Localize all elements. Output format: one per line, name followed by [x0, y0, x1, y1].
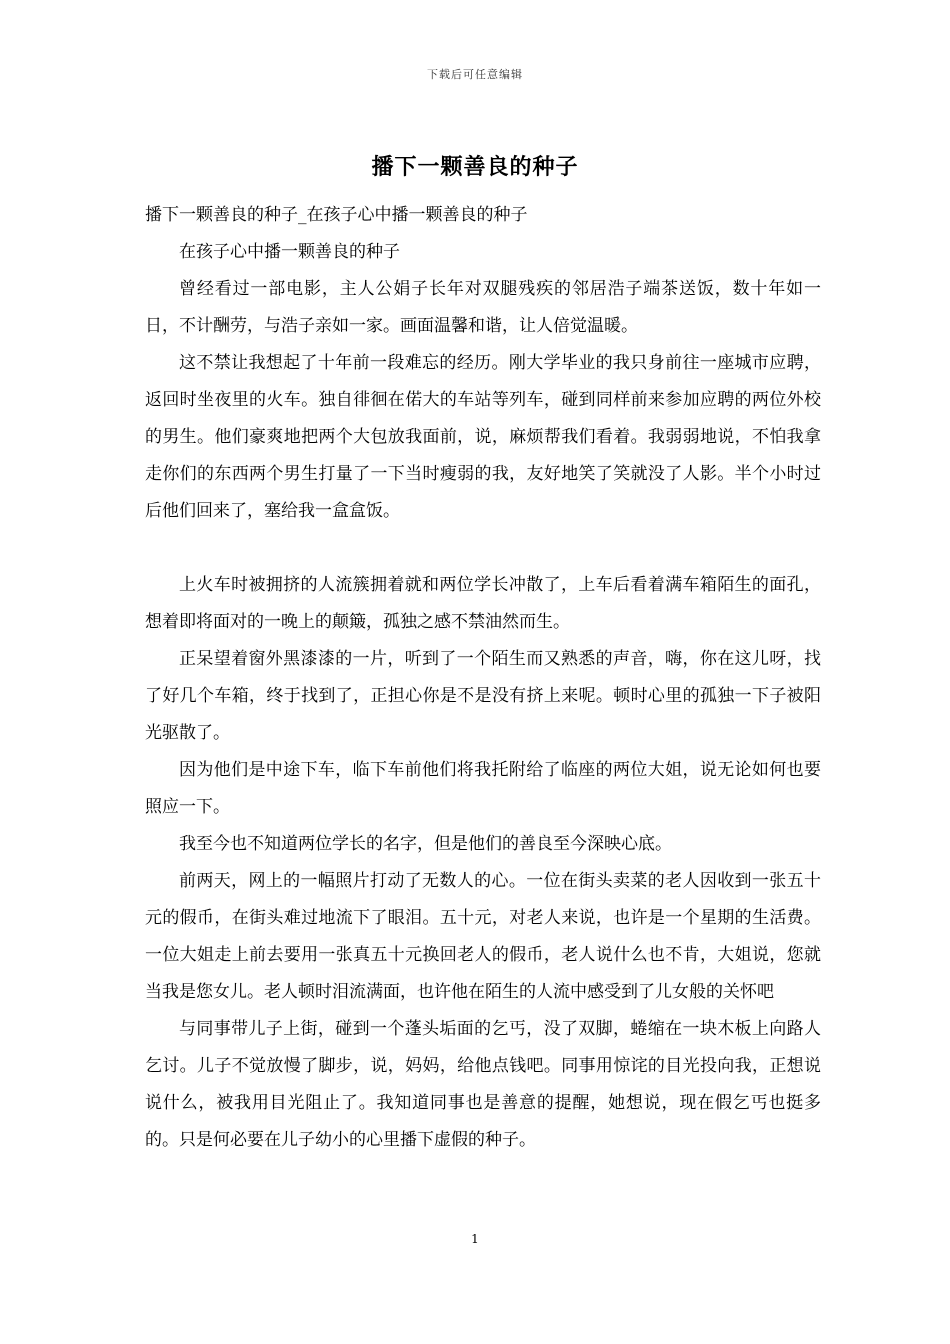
body-paragraph: 与同事带儿子上街，碰到一个蓬头垢面的乞丐，没了双脚，蜷缩在一块木板上向路人乞讨。儿子不觉放慢了脚步，说，妈妈，给他点钱吧。同事用惊诧的目光投向我，正想说说什么，被我用目光阻止了。我知道同事也是善意的提醒，她想说，现在假乞丐也挺多的。只是何必要在儿子幼小的心里播下虚假的种子。: [145, 1019, 821, 1150]
document-title: 播下一颗善良的种子: [371, 154, 579, 180]
page-header-note: 下载后可任意编辑: [427, 68, 523, 81]
body-paragraph: 曾经看过一部电影，主人公娟子长年对双腿残疾的邻居浩子端茶送饭，数十年如一日，不计酬劳，与浩子亲如一家。画面温馨和谐，让人倍觉温暖。: [145, 279, 821, 336]
body-paragraph: 上火车时被拥挤的人流簇拥着就和两位学长冲散了，上车后看着满车箱陌生的面孔，想着即将面对的一晚上的颠簸，孤独之感不禁油然而生。: [145, 575, 821, 632]
body-paragraph: 正呆望着窗外黑漆漆的一片，听到了一个陌生而又熟悉的声音，嗨，你在这儿呀，找了好几个车箱，终于找到了，正担心你是不是没有挤上来呢。顿时心里的孤独一下子被阳光驱散了。: [145, 649, 821, 743]
body-paragraph: 在孩子心中播一颗善良的种子: [179, 242, 400, 262]
page-number: 1: [471, 1232, 479, 1246]
body-paragraph: 我至今也不知道两位学长的名字，但是他们的善良至今深映心底。: [179, 834, 672, 854]
body-paragraph: 这不禁让我想起了十年前一段难忘的经历。刚大学毕业的我只身前往一座城市应聘，返回时坐夜里的火车。独自徘徊在偌大的车站等列车，碰到同样前来参加应聘的两位外校的男生。他们豪爽地把两个大包放我面前，说，麻烦帮我们看着。我弱弱地说，不怕我拿走你们的东西两个男生打量了一下当时瘦弱的我，友好地笑了笑就没了人影。半个小时过后他们回来了，塞给我一盒盒饭。: [145, 353, 821, 521]
body-paragraph: 因为他们是中途下车，临下车前他们将我托附给了临座的两位大姐，说无论如何也要照应一下。: [145, 760, 821, 817]
document-body: [145, 197, 821, 1159]
body-paragraph: 前两天，网上的一幅照片打动了无数人的心。一位在街头卖菜的老人因收到一张五十元的假币，在街头难过地流下了眼泪。五十元，对老人来说，也许是一个星期的生活费。一位大姐走上前去要用一张真五十元换回老人的假币，老人说什么也不肯，大姐说，您就当我是您女儿。老人顿时泪流满面，也许他在陌生的人流中感受到了儿女般的关怀吧: [145, 871, 821, 1002]
subtitle-paragraph: 播下一颗善良的种子_在孩子心中播一颗善良的种子: [145, 205, 528, 225]
